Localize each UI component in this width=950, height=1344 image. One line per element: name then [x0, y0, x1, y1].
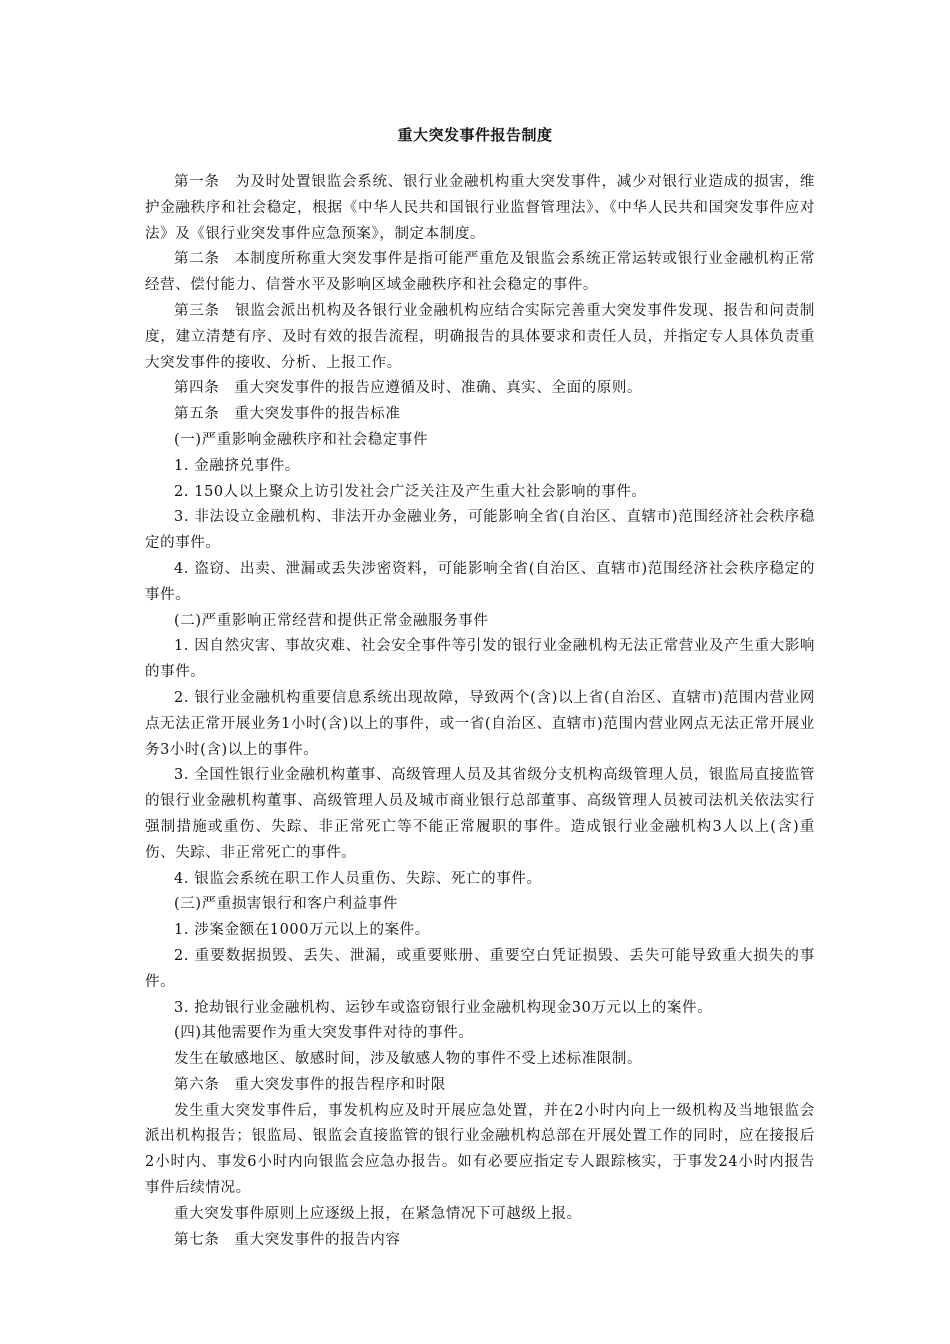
- paragraph: 第二条 本制度所称重大突发事件是指可能严重危及银监会系统正常运转或银行业金融机构正常经营、偿付能力、信誉水平及影响区域金融秩序和社会稳定的事件。: [145, 251, 815, 294]
- paragraph: 2. 150人以上聚众上访引发社会广泛关注及产生重大社会影响的事件。: [174, 483, 647, 500]
- paragraph: 第五条 重大突发事件的报告标准: [174, 406, 401, 423]
- paragraph: 第六条 重大突发事件的报告程序和时限: [174, 1076, 446, 1093]
- paragraph: 重大突发事件原则上应逐级上报，在紧急情况下可越级上报。: [174, 1205, 582, 1222]
- paragraph: 1. 因自然灾害、事故灾难、社会安全事件等引发的银行业金融机构无法正常营业及产生重大影响的事件。: [145, 638, 815, 681]
- paragraph: 第三条 银监会派出机构及各银行业金融机构应结合实际完善重大突发事件发现、报告和问责制度，建立清楚有序、及时有效的报告流程，明确报告的具体要求和责任人员，并指定专人具体负责重大突发事件的接收、分析、上报工作。: [145, 302, 815, 371]
- paragraph: 3. 全国性银行业金融机构董事、高级管理人员及其省级分支机构高级管理人员，银监局直接监管的银行业金融机构董事、高级管理人员及城市商业银行总部董事、高级管理人员被司法机关依法实行强制措施或重伤、失踪、非正常死亡等不能正常履职的事件。造成银行业金融机构3人以上(含)重伤、失踪、非正常死亡的事件。: [145, 767, 815, 861]
- paragraph: 发生在敏感地区、敏感时间，涉及敏感人物的事件不受上述标准限制。: [174, 1051, 643, 1068]
- document-title: 重大突发事件报告制度: [397, 126, 553, 144]
- paragraph: 1. 涉案金额在1000万元以上的案件。: [174, 922, 430, 939]
- paragraph: (一)严重影响金融秩序和社会稳定事件: [174, 431, 429, 448]
- paragraph: 4. 银监会系统在职工作人员重伤、失踪、死亡的事件。: [174, 870, 542, 887]
- paragraph: (三)严重损害银行和客户利益事件: [174, 896, 398, 913]
- document-body: [145, 170, 815, 1253]
- paragraph: (二)严重影响正常经营和提供正常金融服务事件: [174, 612, 489, 629]
- paragraph: 第四条 重大突发事件的报告应遵循及时、准确、真实、全面的原则。: [174, 380, 643, 397]
- paragraph: 第一条 为及时处置银监会系统、银行业金融机构重大突发事件，减少对银行业造成的损害，维护金融秩序和社会稳定，根据《中华人民共和国银行业监督管理法》、《中华人民共和国突发事件应对法》及《银行业突发事件应急预案》，制定本制度。: [145, 174, 815, 242]
- paragraph: 2. 银行业金融机构重要信息系统出现故障，导致两个(含)以上省(自治区、直辖市)范围内营业网点无法正常开展业务1小时(含)以上的事件，或一省(自治区、直辖市)范围内营业网点无法正常开展业务3小时(含)以上的事件。: [145, 689, 815, 758]
- paragraph: 4. 盗窃、出卖、泄漏或丢失涉密资料，可能影响全省(自治区、直辖市)范围经济社会秩序稳定的事件。: [145, 560, 815, 603]
- paragraph: (四)其他需要作为重大突发事件对待的事件。: [174, 1025, 474, 1042]
- paragraph: 第七条 重大突发事件的报告内容: [174, 1231, 401, 1248]
- paragraph: 1. 金融挤兑事件。: [174, 457, 300, 474]
- paragraph: 发生重大突发事件后，事发机构应及时开展应急处置，并在2小时内向上一级机构及当地银监会派出机构报告；银监局、银监会直接监管的银行业金融机构总部在开展处置工作的同时，应在接报后2小时内、事发6小时内向银监会应急办报告。如有必要应指定专人跟踪核实，于事发24小时内报告事件后续情况。: [145, 1102, 815, 1197]
- paragraph: 3. 抢劫银行业金融机构、运钞车或盗窃银行业金融机构现金30万元以上的案件。: [174, 999, 713, 1016]
- paragraph: 3. 非法设立金融机构、非法开办金融业务，可能影响全省(自治区、直辖市)范围经济社会秩序稳定的事件。: [145, 509, 815, 552]
- paragraph: 2. 重要数据损毁、丢失、泄漏，或重要账册、重要空白凭证损毁、丢失可能导致重大损失的事件。: [145, 947, 815, 990]
